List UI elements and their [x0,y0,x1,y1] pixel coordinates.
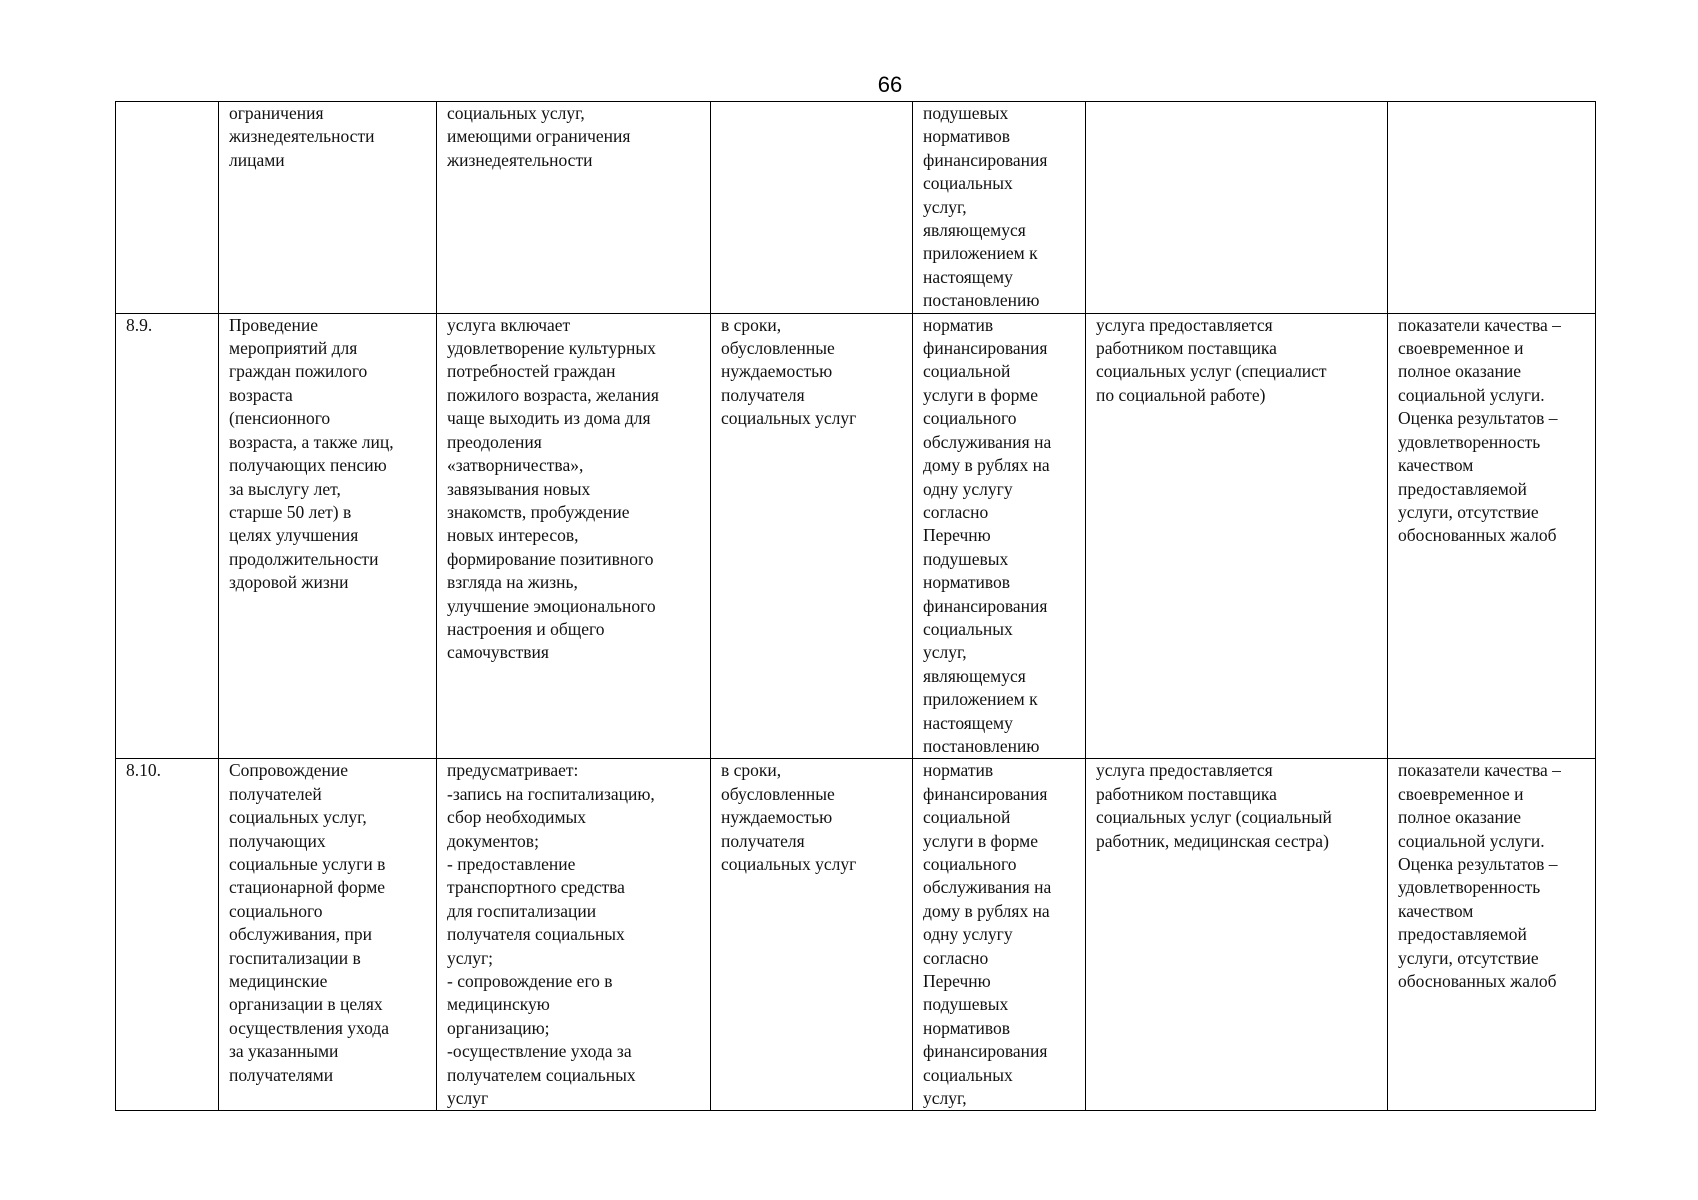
financing-norm-cell: подушевых нормативов финансирования социальных услуг, являющемуся приложением к настоящему постановлению [913,102,1086,314]
quality-indicators-cell: показатели качества – своевременное и полное оказание социальной услуги. Оценка результатов – удовлетворенность качеством предоставляемой услуги, отсутствие обоснованных жалоб [1388,313,1596,759]
row-number-cell [116,102,219,314]
page-number: 66 [877,72,903,97]
service-conditions-cell: услуга предоставляется работником поставщика социальных услуг (специалист по социальной работе) [1086,313,1388,759]
service-terms-cell: в сроки, обусловленные нуждаемостью получателя социальных услуг [711,313,913,759]
service-name-cell: Сопровождение получателей социальных услуг, получающих социальные услуги в стационарной форме социального обслуживания, при госпитализации в медицинские организации в целях осуществления ухода за указанными получателями [219,759,437,1111]
service-content-cell: социальных услуг, имеющими ограничения жизнедеятельности [437,102,711,314]
quality-indicators-cell [1388,102,1596,314]
table-row [116,759,1596,1111]
service-content-cell: предусматривает: -запись на госпитализацию, сбор необходимых документов; - предоставление транспортного средства для госпитализации получателя социальных услуг; - сопровождение его в медицинскую организацию; -осуществление ухода за получателем социальных услуг [437,759,711,1111]
service-terms-cell: в сроки, обусловленные нуждаемостью получателя социальных услуг [711,759,913,1111]
table-row [116,313,1596,759]
service-conditions-cell: услуга предоставляется работником поставщика социальных услуг (социальный работник, медицинская сестра) [1086,759,1388,1111]
row-number-cell: 8.10. [116,759,219,1111]
service-terms-cell [711,102,913,314]
service-name-cell: Проведение мероприятий для граждан пожилого возраста (пенсионного возраста, а также лиц, получающих пенсию за выслугу лет, старше 50 лет) в целях улучшения продолжительности здоровой жизни [219,313,437,759]
financing-norm-cell: норматив финансирования социальной услуги в форме социального обслуживания на дому в рублях на одну услугу согласно Перечню подушевых нормативов финансирования социальных услуг, [913,759,1086,1111]
row-number-cell: 8.9. [116,313,219,759]
service-name-cell: ограничения жизнедеятельности лицами [219,102,437,314]
service-conditions-cell [1086,102,1388,314]
service-content-cell: услуга включает удовлетворение культурных потребностей граждан пожилого возраста, желания чаще выходить из дома для преодоления «затворничества», завязывания новых знакомств, пробуждение новых интересов, формирование позитивного взгляда на жизнь, улучшение эмоционального настроения и общего самочувствия [437,313,711,759]
table-row [116,102,1596,314]
quality-indicators-cell: показатели качества – своевременное и полное оказание социальной услуги. Оценка результатов – удовлетворенность качеством предоставляемой услуги, отсутствие обоснованных жалоб [1388,759,1596,1111]
services-table [115,101,1596,1111]
financing-norm-cell: норматив финансирования социальной услуги в форме социального обслуживания на дому в рублях на одну услугу согласно Перечню подушевых нормативов финансирования социальных услуг, являющемуся приложением к настоящему постановлению [913,313,1086,759]
